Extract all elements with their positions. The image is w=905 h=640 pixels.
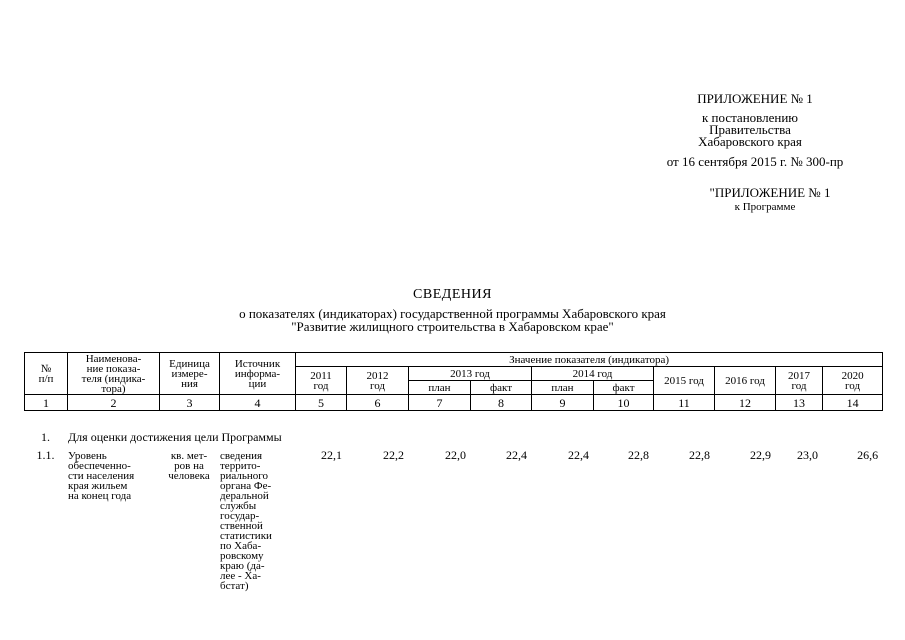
header-2014-fact: факт [594,381,654,395]
value-2014-fact: 22,8 [628,448,649,462]
indicator-name: Уровень обеспеченно- сти населения края жильем на конец года [68,450,135,502]
column-number: 1 [25,395,68,411]
header-name: Наименова- ние показа- теля (индика- тора) [68,353,160,395]
appendix-heading: ПРИЛОЖЕНИЕ № 1 [697,91,813,106]
header-year-2016: 2016 год [715,367,776,395]
value-2014-plan: 22,4 [568,448,589,462]
program-reference: к Программе [734,201,796,213]
header-num: № п/п [25,353,68,395]
column-number: 3 [160,395,220,411]
column-number: 8 [471,395,532,411]
header-year-2014: 2014 год [532,367,654,381]
header-year-2020: 2020 год [823,367,883,395]
header-year-2011: 2011 год [296,367,347,395]
section-row [24,429,882,442]
header-value-group: Значение показателя (индикатора) [296,353,883,367]
column-number: 6 [347,395,409,411]
column-number: 9 [532,395,594,411]
row-number: 1.1. [36,448,55,462]
resolution-date: от 16 сентября 2015 г. № 300-пр [666,154,844,169]
header-unit: Единица измере- ния [160,353,220,395]
column-number: 10 [594,395,654,411]
column-number: 14 [823,395,883,411]
value-2020: 26,6 [857,448,879,462]
column-number: 13 [776,395,823,411]
header-year-2017: 2017 год [776,367,823,395]
program-appendix-heading: "ПРИЛОЖЕНИЕ № 1 [709,185,831,200]
document-title: СВЕДЕНИЯ [413,287,492,302]
document-subtitle-line2: "Развитие жилищного строительства в Хабаровском крае" [291,319,614,334]
section-number: 1. [41,430,50,444]
value-2013-plan: 22,0 [445,448,466,462]
header-2013-plan: план [409,381,471,395]
document-subtitle-line1: о показателях (индикаторах) государственной программы Хабаровского края [239,306,666,321]
resolution-reference: к постановлению Правительства Хабаровского края [698,110,802,149]
section-title: Для оценки достижения цели Программы [68,430,282,444]
value-2015: 22,8 [689,448,710,462]
indicator-source: сведения террито- риального органа Фе- деральной службы государ- ственной статистики по Хаба- ровскому краю (да- лее - Ха- бстат) [220,450,272,592]
value-2011: 22,1 [321,448,342,462]
header-year-2012: 2012 год [347,367,409,395]
table-row [24,442,882,591]
column-number: 11 [654,395,715,411]
value-2017: 23,0 [797,448,818,462]
value-2013-fact: 22,4 [506,448,527,462]
header-year-2013: 2013 год [409,367,532,381]
column-number: 2 [68,395,160,411]
value-2016: 22,9 [750,448,771,462]
value-2012: 22,2 [383,448,404,462]
header-year-2015: 2015 год [654,367,715,395]
column-number: 12 [715,395,776,411]
column-number: 4 [220,395,296,411]
header-source: Источник информа- ции [220,353,296,395]
column-number: 7 [409,395,471,411]
header-2014-plan: план [532,381,594,395]
header-2013-fact: факт [471,381,532,395]
indicator-unit: кв. мет- ров на человека [168,450,210,482]
indicators-table-header [24,352,883,411]
indicators-table-body [24,429,882,591]
column-number: 5 [296,395,347,411]
